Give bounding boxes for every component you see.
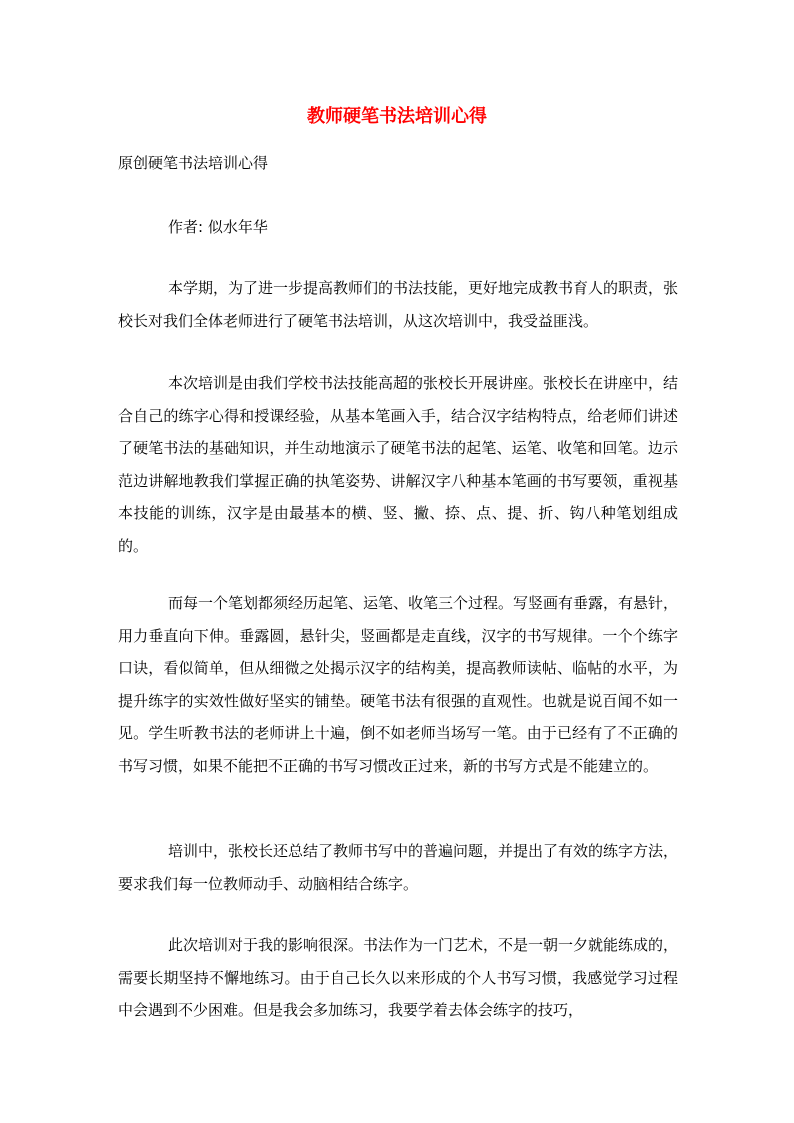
- document-subtitle: 原创硬笔书法培训心得: [118, 154, 269, 172]
- author-line: 作者: 似水年华: [168, 218, 268, 236]
- paragraph-2: 本次培训是由我们学校书法技能高超的张校长开展讲座。张校长在讲座中，结合自己的练字心得和授课经验，从基本笔画入手，结合汉字结构特点，给老师们讲述了硬笔书法的基础知识，并生动地演示了硬笔书法的起笔、运笔、收笔和回笔。边示范边讲解地教我们掌握正确的执笔姿势、讲解汉字八种基本笔画的书写要领，重视基本技能的训练，汉字是由最基本的横、竖、撇、捺、点、提、折、钩八种笔划组成的。: [118, 374, 679, 555]
- paragraph-4: 培训中，张校长还总结了教师书写中的普遍问题，并提出了有效的练字方法，要求我们每一位教师动手、动脑相结合练字。: [118, 842, 679, 893]
- paragraph-1: 本学期，为了进一步提高教师们的书法技能，更好地完成教书育人的职责，张校长对我们全体老师进行了硬笔书法培训，从这次培训中，我受益匪浅。: [118, 279, 679, 330]
- paragraph-5: 此次培训对于我的影响很深。书法作为一门艺术，不是一朝一夕就能练成的，需要长期坚持不懈地练习。由于自己长久以来形成的个人书写习惯，我感觉学习过程中会遇到不少困难。但是我会多加练习，我要学着去体会练字的技巧，: [118, 936, 679, 1019]
- document-title: 教师硬笔书法培训心得: [307, 106, 487, 127]
- paragraph-3: 而每一个笔划都须经历起笔、运笔、收笔三个过程。写竖画有垂露，有悬针，用力垂直向下伸。垂露圆，悬针尖，竖画都是走直线，汉字的书写规律。一个个练字口诀，看似简单，但从细微之处揭示汉字的结构美，提高教师读帖、临帖的水平，为提升练字的实效性做好坚实的铺垫。硬笔书法有很强的直观性。也就是说百闻不如一见。学生听教书法的老师讲上十遍，倒不如老师当场写一笔。由于已经有了不正确的书写习惯，如果不能把不正确的书写习惯改正过来，新的书写方式是不能建立的。: [118, 594, 679, 775]
